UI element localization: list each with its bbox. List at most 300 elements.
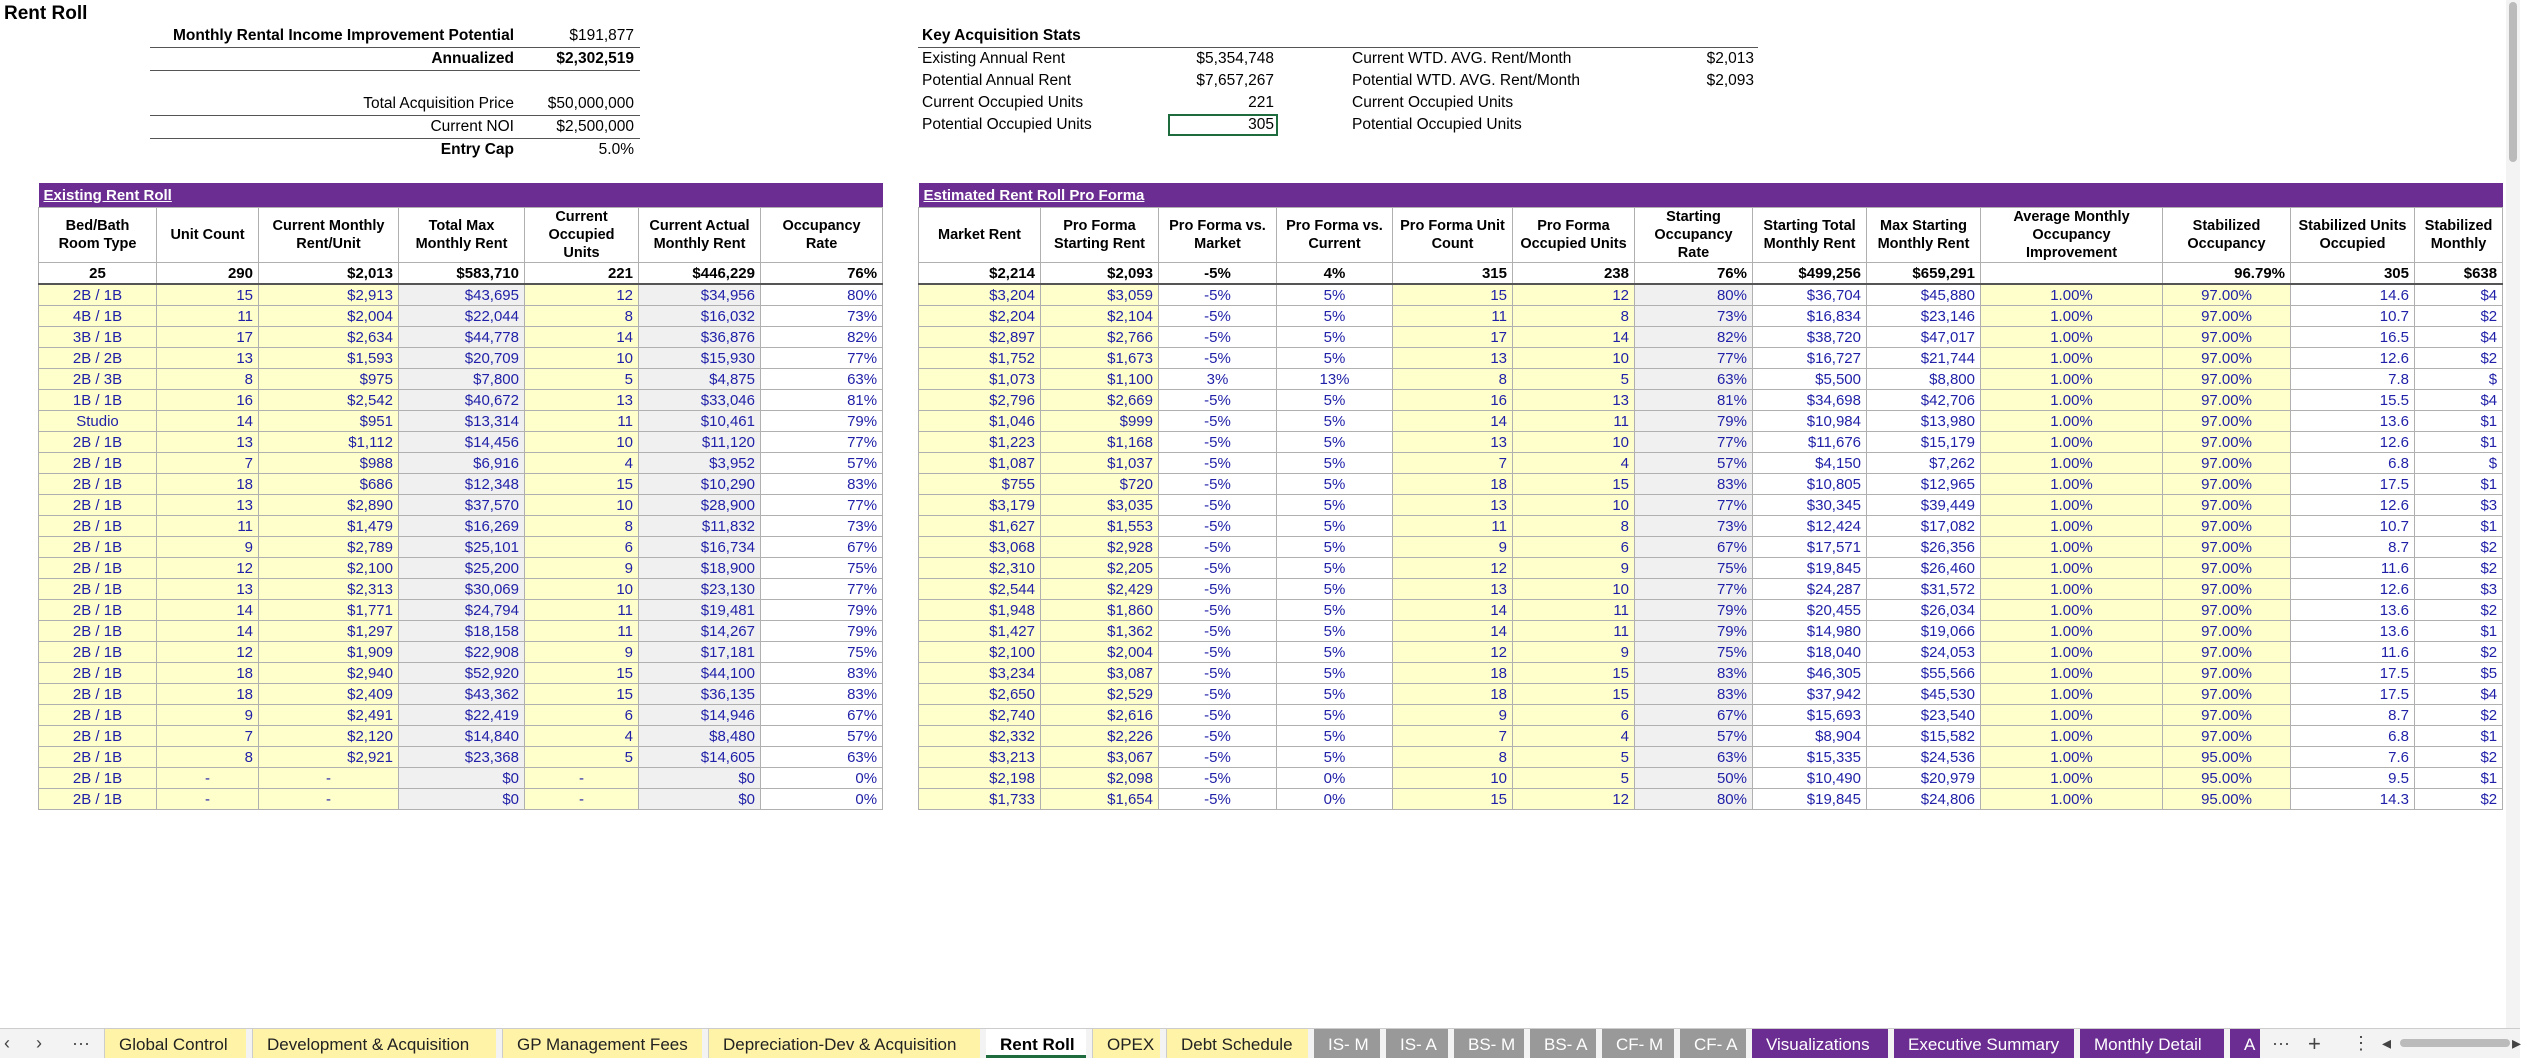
table-cell[interactable]: $22,044 bbox=[399, 306, 525, 327]
table-cell[interactable]: $1,733 bbox=[919, 789, 1041, 810]
table-cell[interactable]: $2,921 bbox=[259, 747, 399, 768]
table-cell[interactable]: 15 bbox=[1513, 663, 1635, 684]
table-cell[interactable]: 17.5 bbox=[2291, 684, 2415, 705]
table-cell[interactable]: $19,066 bbox=[1867, 621, 1981, 642]
table-cell[interactable]: 13 bbox=[1393, 495, 1513, 516]
table-cell[interactable]: -5% bbox=[1159, 327, 1277, 348]
table-cell[interactable]: 75% bbox=[761, 642, 883, 663]
table-cell[interactable]: $2 bbox=[2415, 600, 2503, 621]
table-cell[interactable]: $13,980 bbox=[1867, 411, 1981, 432]
table-cell[interactable]: 97.00% bbox=[2163, 684, 2291, 705]
table-cell[interactable]: 97.00% bbox=[2163, 705, 2291, 726]
table-cell[interactable]: $1,860 bbox=[1041, 600, 1159, 621]
table-cell[interactable]: -5% bbox=[1159, 579, 1277, 600]
table-cell[interactable]: $2,204 bbox=[919, 306, 1041, 327]
table-cell[interactable]: 83% bbox=[1635, 684, 1753, 705]
table-cell[interactable]: $30,069 bbox=[399, 579, 525, 600]
table-cell[interactable]: 15 bbox=[525, 474, 639, 495]
table-cell[interactable]: 5% bbox=[1277, 495, 1393, 516]
table-cell[interactable]: 73% bbox=[1635, 516, 1753, 537]
table-cell[interactable]: - bbox=[259, 768, 399, 789]
table-cell[interactable]: $2,789 bbox=[259, 537, 399, 558]
table-cell[interactable]: - bbox=[157, 789, 259, 810]
table-cell[interactable]: $45,880 bbox=[1867, 284, 1981, 306]
table-cell[interactable]: 15 bbox=[525, 663, 639, 684]
table-cell[interactable]: 13.6 bbox=[2291, 621, 2415, 642]
table-cell[interactable]: 15 bbox=[525, 684, 639, 705]
table-cell[interactable]: 11 bbox=[157, 306, 259, 327]
table-cell[interactable]: 5% bbox=[1277, 306, 1393, 327]
table-cell[interactable]: -5% bbox=[1159, 663, 1277, 684]
table-cell[interactable]: $2,913 bbox=[259, 284, 399, 306]
table-cell[interactable]: 0% bbox=[1277, 789, 1393, 810]
table-cell[interactable]: $3,087 bbox=[1041, 663, 1159, 684]
table-cell[interactable]: $14,267 bbox=[639, 621, 761, 642]
table-cell[interactable]: $3,204 bbox=[919, 284, 1041, 306]
table-cell[interactable]: - bbox=[157, 768, 259, 789]
table-cell[interactable]: -5% bbox=[1159, 621, 1277, 642]
table-cell[interactable]: $14,946 bbox=[639, 705, 761, 726]
table-cell[interactable]: 7 bbox=[157, 453, 259, 474]
table-cell[interactable]: 9 bbox=[157, 705, 259, 726]
table-cell[interactable]: 13.6 bbox=[2291, 411, 2415, 432]
table-cell[interactable]: $2,669 bbox=[1041, 390, 1159, 411]
table-cell[interactable]: 9 bbox=[525, 558, 639, 579]
table-cell[interactable]: 18 bbox=[157, 474, 259, 495]
table-cell[interactable]: $686 bbox=[259, 474, 399, 495]
table-cell[interactable]: -5% bbox=[1159, 768, 1277, 789]
table-cell[interactable]: $2 bbox=[2415, 642, 2503, 663]
summary-value[interactable]: $191,877 bbox=[569, 27, 634, 44]
table-cell[interactable]: -5% bbox=[1159, 705, 1277, 726]
table-cell[interactable]: 8 bbox=[525, 306, 639, 327]
table-cell[interactable]: $3,035 bbox=[1041, 495, 1159, 516]
table-cell[interactable]: 50% bbox=[1635, 768, 1753, 789]
table-cell[interactable]: $10,490 bbox=[1753, 768, 1867, 789]
table-cell[interactable]: $3,068 bbox=[919, 537, 1041, 558]
table-cell[interactable]: $18,040 bbox=[1753, 642, 1867, 663]
table-cell[interactable]: $2,429 bbox=[1041, 579, 1159, 600]
table-cell[interactable]: 12.6 bbox=[2291, 348, 2415, 369]
table-cell[interactable]: 10 bbox=[1513, 579, 1635, 600]
table-cell[interactable]: $1 bbox=[2415, 726, 2503, 747]
table-cell[interactable]: 5% bbox=[1277, 474, 1393, 495]
table-cell[interactable]: 75% bbox=[761, 558, 883, 579]
table-cell[interactable]: $44,778 bbox=[399, 327, 525, 348]
table-cell[interactable]: $1 bbox=[2415, 432, 2503, 453]
table-cell[interactable]: $15,335 bbox=[1753, 747, 1867, 768]
table-cell[interactable]: $5,500 bbox=[1753, 369, 1867, 390]
table-cell[interactable]: 1.00% bbox=[1981, 453, 2163, 474]
table-cell[interactable]: -5% bbox=[1159, 558, 1277, 579]
table-cell[interactable]: $16,834 bbox=[1753, 306, 1867, 327]
table-cell[interactable]: $2,897 bbox=[919, 327, 1041, 348]
table-cell[interactable]: $39,449 bbox=[1867, 495, 1981, 516]
table-cell[interactable]: -5% bbox=[1159, 390, 1277, 411]
table-cell[interactable]: 9 bbox=[1513, 558, 1635, 579]
table-cell[interactable]: 8 bbox=[1393, 369, 1513, 390]
table-cell[interactable]: 79% bbox=[761, 621, 883, 642]
table-cell[interactable]: 95.00% bbox=[2163, 789, 2291, 810]
table-cell[interactable]: $47,017 bbox=[1867, 327, 1981, 348]
table-cell[interactable]: $8,904 bbox=[1753, 726, 1867, 747]
table-cell[interactable]: $34,698 bbox=[1753, 390, 1867, 411]
table-cell[interactable]: 1.00% bbox=[1981, 726, 2163, 747]
table-cell[interactable]: $0 bbox=[399, 768, 525, 789]
table-cell[interactable]: -5% bbox=[1159, 600, 1277, 621]
table-cell[interactable]: 1.00% bbox=[1981, 705, 2163, 726]
table-cell[interactable]: 83% bbox=[1635, 663, 1753, 684]
table-cell[interactable]: 97.00% bbox=[2163, 726, 2291, 747]
table-cell[interactable]: 97.00% bbox=[2163, 600, 2291, 621]
table-cell[interactable]: 11.6 bbox=[2291, 642, 2415, 663]
table-cell[interactable]: -5% bbox=[1159, 411, 1277, 432]
table-cell[interactable]: 77% bbox=[1635, 495, 1753, 516]
sheet-tab[interactable]: Development & Acquisition bbox=[252, 1029, 496, 1058]
table-cell[interactable]: 1.00% bbox=[1981, 642, 2163, 663]
table-cell[interactable]: $28,900 bbox=[639, 495, 761, 516]
table-cell[interactable]: 10.7 bbox=[2291, 516, 2415, 537]
sheet-tab[interactable]: CF- M bbox=[1602, 1029, 1674, 1058]
table-cell[interactable]: $3 bbox=[2415, 495, 2503, 516]
table-cell[interactable]: 16.5 bbox=[2291, 327, 2415, 348]
table-cell[interactable]: $2,120 bbox=[259, 726, 399, 747]
table-cell[interactable]: 2B / 1B bbox=[39, 768, 157, 789]
table-cell[interactable]: 17 bbox=[1393, 327, 1513, 348]
table-cell[interactable]: 75% bbox=[1635, 558, 1753, 579]
table-cell[interactable]: $24,794 bbox=[399, 600, 525, 621]
table-cell[interactable]: -5% bbox=[1159, 789, 1277, 810]
table-cell[interactable]: - bbox=[259, 789, 399, 810]
table-cell[interactable]: $1,046 bbox=[919, 411, 1041, 432]
table-cell[interactable]: $4 bbox=[2415, 684, 2503, 705]
table-cell[interactable]: 7.8 bbox=[2291, 369, 2415, 390]
table-cell[interactable]: $2 bbox=[2415, 705, 2503, 726]
key-stat-value-2[interactable] bbox=[1638, 114, 1758, 136]
table-cell[interactable]: 97.00% bbox=[2163, 453, 2291, 474]
table-cell[interactable]: 2B / 1B bbox=[39, 579, 157, 600]
table-cell[interactable]: 67% bbox=[761, 537, 883, 558]
table-cell[interactable]: 75% bbox=[1635, 642, 1753, 663]
horizontal-scrollbar[interactable] bbox=[2400, 1039, 2510, 1047]
table-cell[interactable]: 5 bbox=[525, 369, 639, 390]
sheet-tab[interactable]: Visualizations bbox=[1752, 1029, 1888, 1058]
table-cell[interactable]: 5% bbox=[1277, 390, 1393, 411]
table-cell[interactable]: $1,593 bbox=[259, 348, 399, 369]
table-cell[interactable]: 13 bbox=[157, 579, 259, 600]
table-cell[interactable]: $12,348 bbox=[399, 474, 525, 495]
table-cell[interactable]: 83% bbox=[761, 474, 883, 495]
table-cell[interactable]: $14,456 bbox=[399, 432, 525, 453]
table-cell[interactable]: 63% bbox=[761, 747, 883, 768]
table-cell[interactable]: 8 bbox=[1513, 306, 1635, 327]
table-cell[interactable]: $2,740 bbox=[919, 705, 1041, 726]
sheet-tab[interactable]: Monthly Detail bbox=[2080, 1029, 2224, 1058]
table-cell[interactable]: 1.00% bbox=[1981, 600, 2163, 621]
table-cell[interactable]: 80% bbox=[761, 284, 883, 306]
table-cell[interactable]: $2 bbox=[2415, 558, 2503, 579]
table-cell[interactable]: 1.00% bbox=[1981, 327, 2163, 348]
summary-value[interactable]: 5.0% bbox=[598, 141, 634, 158]
table-cell[interactable]: $2 bbox=[2415, 747, 2503, 768]
table-cell[interactable]: $1 bbox=[2415, 768, 2503, 789]
table-cell[interactable]: 81% bbox=[1635, 390, 1753, 411]
table-cell[interactable]: 4 bbox=[525, 453, 639, 474]
table-cell[interactable]: 16 bbox=[157, 390, 259, 411]
table-cell[interactable]: 3B / 1B bbox=[39, 327, 157, 348]
sheet-tab[interactable]: CF- A bbox=[1680, 1029, 1746, 1058]
table-cell[interactable]: 1.00% bbox=[1981, 284, 2163, 306]
table-cell[interactable]: 3% bbox=[1159, 369, 1277, 390]
table-cell[interactable]: $23,130 bbox=[639, 579, 761, 600]
table-cell[interactable]: 2B / 1B bbox=[39, 284, 157, 306]
table-cell[interactable]: $8,480 bbox=[639, 726, 761, 747]
table-cell[interactable]: 5% bbox=[1277, 642, 1393, 663]
table-cell[interactable]: $12,424 bbox=[1753, 516, 1867, 537]
table-cell[interactable]: $14,840 bbox=[399, 726, 525, 747]
table-cell[interactable]: $2 bbox=[2415, 537, 2503, 558]
table-cell[interactable]: $988 bbox=[259, 453, 399, 474]
table-cell[interactable]: 97.00% bbox=[2163, 432, 2291, 453]
table-cell[interactable]: $24,053 bbox=[1867, 642, 1981, 663]
table-cell[interactable]: 97.00% bbox=[2163, 642, 2291, 663]
table-cell[interactable]: 8 bbox=[1393, 747, 1513, 768]
table-cell[interactable]: 5% bbox=[1277, 411, 1393, 432]
table-cell[interactable]: $26,034 bbox=[1867, 600, 1981, 621]
more-tabs-right-icon[interactable]: ··· bbox=[2272, 1033, 2290, 1053]
more-tabs-icon[interactable]: ··· bbox=[72, 1033, 90, 1053]
table-cell[interactable]: 95.00% bbox=[2163, 768, 2291, 789]
table-cell[interactable]: 5% bbox=[1277, 579, 1393, 600]
table-cell[interactable]: 5% bbox=[1277, 684, 1393, 705]
table-cell[interactable]: 11.6 bbox=[2291, 558, 2415, 579]
table-cell[interactable]: $2,004 bbox=[1041, 642, 1159, 663]
table-cell[interactable]: $23,146 bbox=[1867, 306, 1981, 327]
table-cell[interactable]: 4 bbox=[1513, 726, 1635, 747]
table-cell[interactable]: 97.00% bbox=[2163, 579, 2291, 600]
table-cell[interactable]: $2,529 bbox=[1041, 684, 1159, 705]
table-cell[interactable]: $1,673 bbox=[1041, 348, 1159, 369]
sheet-tab[interactable]: OPEX bbox=[1092, 1029, 1160, 1058]
table-cell[interactable]: 83% bbox=[761, 684, 883, 705]
table-cell[interactable]: 12 bbox=[1513, 284, 1635, 306]
table-cell[interactable]: 15 bbox=[1513, 474, 1635, 495]
table-cell[interactable]: 2B / 1B bbox=[39, 432, 157, 453]
table-cell[interactable]: $14,605 bbox=[639, 747, 761, 768]
table-cell[interactable]: $37,570 bbox=[399, 495, 525, 516]
table-cell[interactable]: $4,875 bbox=[639, 369, 761, 390]
table-cell[interactable]: 12 bbox=[157, 642, 259, 663]
table-cell[interactable]: 2B / 3B bbox=[39, 369, 157, 390]
table-cell[interactable]: 1.00% bbox=[1981, 369, 2163, 390]
sheet-tab[interactable]: Debt Schedule bbox=[1166, 1029, 1308, 1058]
table-cell[interactable]: 14 bbox=[157, 621, 259, 642]
table-cell[interactable]: $4 bbox=[2415, 327, 2503, 348]
table-cell[interactable]: 97.00% bbox=[2163, 516, 2291, 537]
table-cell[interactable]: 77% bbox=[1635, 432, 1753, 453]
table-cell[interactable]: $15,179 bbox=[1867, 432, 1981, 453]
table-cell[interactable]: $17,181 bbox=[639, 642, 761, 663]
table-cell[interactable]: 77% bbox=[1635, 579, 1753, 600]
table-cell[interactable]: 14 bbox=[157, 411, 259, 432]
table-cell[interactable]: $1,427 bbox=[919, 621, 1041, 642]
table-cell[interactable]: $951 bbox=[259, 411, 399, 432]
table-cell[interactable]: 10 bbox=[525, 348, 639, 369]
table-cell[interactable]: $4 bbox=[2415, 390, 2503, 411]
table-cell[interactable]: $26,356 bbox=[1867, 537, 1981, 558]
table-cell[interactable]: 15.5 bbox=[2291, 390, 2415, 411]
key-stat-value[interactable]: 305 bbox=[1168, 114, 1278, 136]
table-cell[interactable]: $2,650 bbox=[919, 684, 1041, 705]
table-cell[interactable]: $43,695 bbox=[399, 284, 525, 306]
table-cell[interactable]: 4 bbox=[1513, 453, 1635, 474]
table-cell[interactable]: $19,845 bbox=[1753, 789, 1867, 810]
table-cell[interactable]: 73% bbox=[761, 516, 883, 537]
table-cell[interactable]: 13 bbox=[1393, 579, 1513, 600]
table-cell[interactable]: $16,727 bbox=[1753, 348, 1867, 369]
table-cell[interactable]: 97.00% bbox=[2163, 474, 2291, 495]
table-cell[interactable]: $11,832 bbox=[639, 516, 761, 537]
table-cell[interactable]: $18,900 bbox=[639, 558, 761, 579]
table-cell[interactable]: $4,150 bbox=[1753, 453, 1867, 474]
table-cell[interactable]: 81% bbox=[761, 390, 883, 411]
table-cell[interactable]: 13 bbox=[1393, 348, 1513, 369]
table-cell[interactable]: 2B / 2B bbox=[39, 348, 157, 369]
table-cell[interactable]: 67% bbox=[761, 705, 883, 726]
table-cell[interactable]: $ bbox=[2415, 369, 2503, 390]
table-cell[interactable]: 18 bbox=[157, 663, 259, 684]
table-cell[interactable]: 97.00% bbox=[2163, 621, 2291, 642]
table-cell[interactable]: $2,332 bbox=[919, 726, 1041, 747]
table-cell[interactable]: 9 bbox=[525, 642, 639, 663]
table-cell[interactable]: 7 bbox=[1393, 453, 1513, 474]
table-cell[interactable]: 15 bbox=[1513, 684, 1635, 705]
table-cell[interactable]: $1 bbox=[2415, 411, 2503, 432]
table-cell[interactable]: 13% bbox=[1277, 369, 1393, 390]
sheet-tab[interactable]: BS- A bbox=[1530, 1029, 1596, 1058]
table-cell[interactable]: $1,948 bbox=[919, 600, 1041, 621]
table-cell[interactable]: 18 bbox=[157, 684, 259, 705]
table-cell[interactable]: $1,479 bbox=[259, 516, 399, 537]
key-stat-value-2[interactable]: $2,013 bbox=[1706, 50, 1754, 67]
table-cell[interactable]: 9 bbox=[157, 537, 259, 558]
table-cell[interactable]: 13 bbox=[1513, 390, 1635, 411]
table-cell[interactable]: 1.00% bbox=[1981, 684, 2163, 705]
sheet-tab[interactable]: IS- A bbox=[1386, 1029, 1448, 1058]
table-cell[interactable]: $2,205 bbox=[1041, 558, 1159, 579]
table-cell[interactable]: 5% bbox=[1277, 663, 1393, 684]
table-cell[interactable]: 2B / 1B bbox=[39, 747, 157, 768]
sheet-tab[interactable]: Executive Summary bbox=[1894, 1029, 2074, 1058]
table-cell[interactable]: $31,572 bbox=[1867, 579, 1981, 600]
table-cell[interactable]: $1,654 bbox=[1041, 789, 1159, 810]
table-cell[interactable]: 63% bbox=[1635, 369, 1753, 390]
table-cell[interactable]: 80% bbox=[1635, 284, 1753, 306]
hscroll-right-icon[interactable]: ▸ bbox=[2512, 1033, 2521, 1053]
table-cell[interactable]: 15 bbox=[1393, 284, 1513, 306]
table-cell[interactable]: 11 bbox=[1393, 306, 1513, 327]
table-cell[interactable]: 11 bbox=[1513, 600, 1635, 621]
table-cell[interactable]: 1B / 1B bbox=[39, 390, 157, 411]
table-cell[interactable]: $1,073 bbox=[919, 369, 1041, 390]
table-cell[interactable]: 15 bbox=[157, 284, 259, 306]
table-cell[interactable]: 1.00% bbox=[1981, 558, 2163, 579]
table-cell[interactable]: $1,909 bbox=[259, 642, 399, 663]
table-cell[interactable]: $7,262 bbox=[1867, 453, 1981, 474]
table-cell[interactable]: $2,890 bbox=[259, 495, 399, 516]
table-cell[interactable]: $1 bbox=[2415, 516, 2503, 537]
table-cell[interactable]: $1,037 bbox=[1041, 453, 1159, 474]
table-cell[interactable]: 67% bbox=[1635, 537, 1753, 558]
table-cell[interactable]: $11,676 bbox=[1753, 432, 1867, 453]
table-cell[interactable]: $755 bbox=[919, 474, 1041, 495]
table-cell[interactable]: 11 bbox=[157, 516, 259, 537]
table-cell[interactable]: 6 bbox=[1513, 537, 1635, 558]
table-cell[interactable]: $8,800 bbox=[1867, 369, 1981, 390]
table-cell[interactable]: $3,059 bbox=[1041, 284, 1159, 306]
table-cell[interactable]: $23,368 bbox=[399, 747, 525, 768]
table-cell[interactable]: $1,168 bbox=[1041, 432, 1159, 453]
table-cell[interactable]: $2,634 bbox=[259, 327, 399, 348]
table-cell[interactable]: 5% bbox=[1277, 558, 1393, 579]
table-cell[interactable]: $999 bbox=[1041, 411, 1159, 432]
table-cell[interactable]: 1.00% bbox=[1981, 789, 2163, 810]
table-cell[interactable]: 97.00% bbox=[2163, 390, 2291, 411]
table-cell[interactable]: 82% bbox=[1635, 327, 1753, 348]
key-stat-value[interactable]: 221 bbox=[1248, 94, 1274, 111]
table-cell[interactable]: 8 bbox=[1513, 516, 1635, 537]
table-cell[interactable]: 5% bbox=[1277, 621, 1393, 642]
table-cell[interactable]: 10 bbox=[1513, 348, 1635, 369]
table-cell[interactable]: 14 bbox=[1513, 327, 1635, 348]
table-cell[interactable]: 5% bbox=[1277, 453, 1393, 474]
table-cell[interactable]: $20,455 bbox=[1753, 600, 1867, 621]
hscroll-left-icon[interactable]: ◂ bbox=[2382, 1033, 2392, 1053]
table-cell[interactable]: 97.00% bbox=[2163, 348, 2291, 369]
table-cell[interactable]: 1.00% bbox=[1981, 306, 2163, 327]
table-cell[interactable]: $2,313 bbox=[259, 579, 399, 600]
table-cell[interactable]: 18 bbox=[1393, 684, 1513, 705]
table-cell[interactable]: 0% bbox=[761, 768, 883, 789]
table-cell[interactable]: $43,362 bbox=[399, 684, 525, 705]
table-cell[interactable]: 5% bbox=[1277, 516, 1393, 537]
table-cell[interactable]: $34,956 bbox=[639, 284, 761, 306]
table-cell[interactable]: $6,916 bbox=[399, 453, 525, 474]
table-cell[interactable]: 2B / 1B bbox=[39, 474, 157, 495]
table-cell[interactable]: 5 bbox=[1513, 747, 1635, 768]
table-cell[interactable]: 8 bbox=[157, 369, 259, 390]
table-cell[interactable]: 7 bbox=[1393, 726, 1513, 747]
table-cell[interactable]: 1.00% bbox=[1981, 663, 2163, 684]
table-cell[interactable]: $16,269 bbox=[399, 516, 525, 537]
table-cell[interactable]: $16,734 bbox=[639, 537, 761, 558]
table-cell[interactable]: $20,709 bbox=[399, 348, 525, 369]
table-cell[interactable]: 80% bbox=[1635, 789, 1753, 810]
table-cell[interactable]: 10 bbox=[525, 579, 639, 600]
table-cell[interactable]: 12.6 bbox=[2291, 579, 2415, 600]
table-cell[interactable]: 2B / 1B bbox=[39, 537, 157, 558]
table-cell[interactable]: -5% bbox=[1159, 474, 1277, 495]
table-cell[interactable]: $15,930 bbox=[639, 348, 761, 369]
table-cell[interactable]: $24,536 bbox=[1867, 747, 1981, 768]
table-cell[interactable]: 79% bbox=[1635, 621, 1753, 642]
table-cell[interactable]: Studio bbox=[39, 411, 157, 432]
table-cell[interactable]: $24,806 bbox=[1867, 789, 1981, 810]
table-cell[interactable]: - bbox=[525, 789, 639, 810]
table-cell[interactable]: $1,553 bbox=[1041, 516, 1159, 537]
table-cell[interactable]: $1,362 bbox=[1041, 621, 1159, 642]
table-cell[interactable]: $14,980 bbox=[1753, 621, 1867, 642]
